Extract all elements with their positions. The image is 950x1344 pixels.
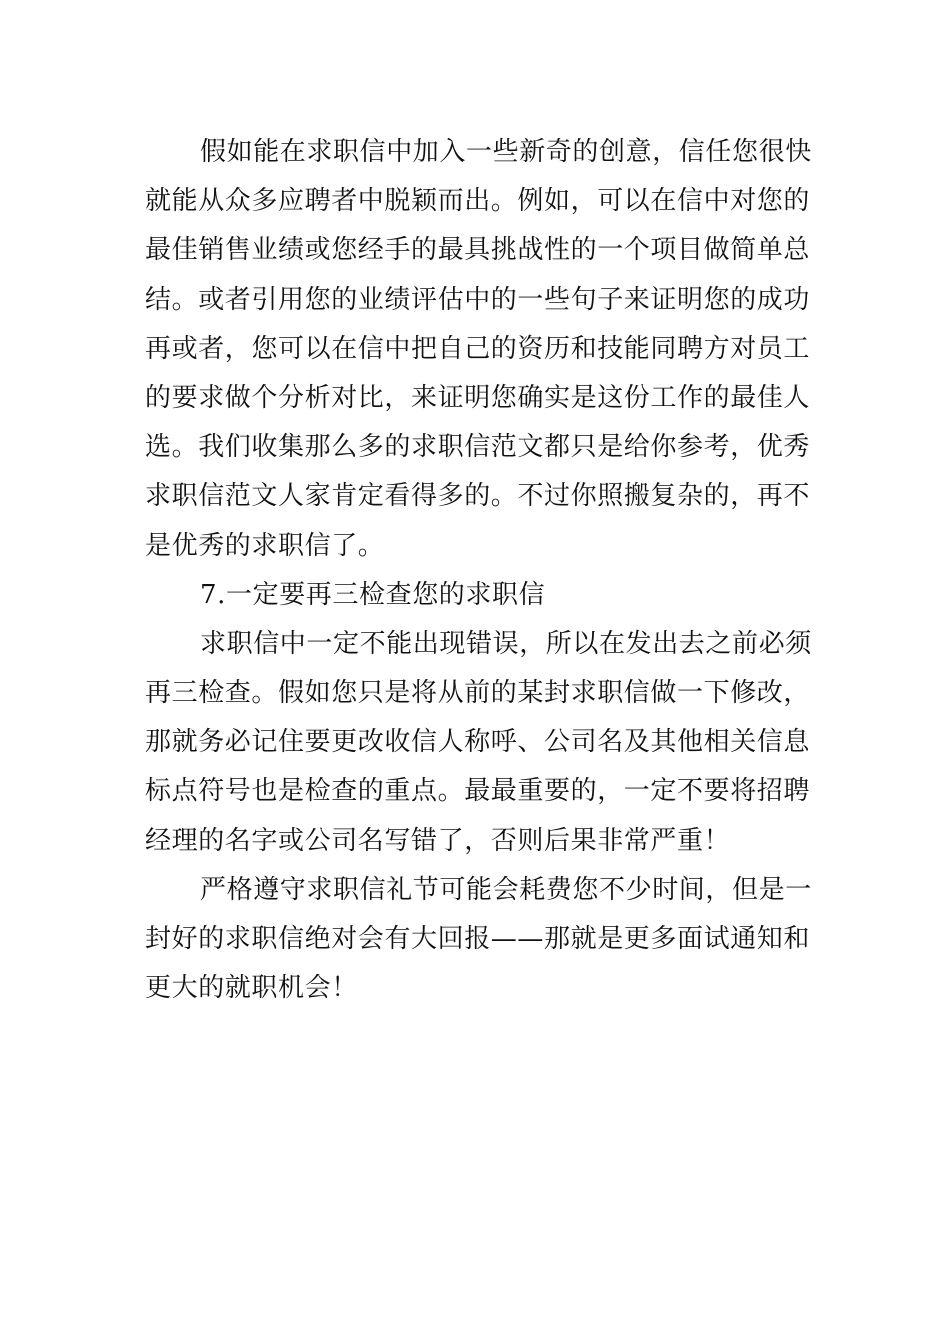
text-line: 就能从众多应聘者中脱颖而出。例如，可以在信中对您的	[145, 186, 811, 217]
text-line: 假如能在求职信中加入一些新奇的创意，信任您很快	[200, 137, 812, 167]
text-line: 求职信范文人家肯定看得多的。不过你照搬复杂的，再不	[145, 481, 811, 512]
text-line: 更大的就职机会！	[145, 973, 358, 1004]
text-line: 的要求做个分析对比，来证明您确实是这份工作的最佳人	[145, 382, 811, 413]
text-line: 再三检查。假如您只是将从前的某封求职信做一下修改，	[145, 678, 811, 709]
document-body	[145, 128, 825, 1013]
text-line: 严格遵守求职信礼节可能会耗费您不少时间，但是一	[200, 874, 812, 905]
text-line: 是优秀的求职信了。	[145, 530, 385, 561]
text-line: 选。我们收集那么多的求职信范文都只是给你参考，优秀	[145, 432, 811, 463]
text-line: 再或者，您可以在信中把自己的资历和技能同聘方对员工	[145, 333, 811, 364]
text-line: 那就务必记住要更改收信人称呼、公司名及其他相关信息	[145, 727, 811, 758]
text-line: 经理的名字或公司名写错了，否则后果非常严重！	[145, 825, 731, 856]
paragraph-check-letter	[145, 620, 825, 866]
heading-line: 7.一定要再三检查您的求职信	[200, 579, 546, 610]
text-line: 结。或者引用您的业绩评估中的一些句子来证明您的成功	[145, 284, 811, 315]
section-heading-7	[145, 571, 825, 620]
text-line: 标点符号也是检查的重点。最最重要的，一定不要将招聘	[145, 776, 811, 807]
text-line: 最佳销售业绩或您经手的最具挑战性的一个项目做简单总	[145, 235, 811, 266]
text-line: 求职信中一定不能出现错误，所以在发出去之前必须	[200, 628, 812, 659]
text-line: 封好的求职信绝对会有大回报——那就是更多面试通知和	[145, 924, 811, 954]
paragraph-conclusion	[145, 866, 825, 1014]
paragraph-creative-ideas	[145, 128, 825, 571]
